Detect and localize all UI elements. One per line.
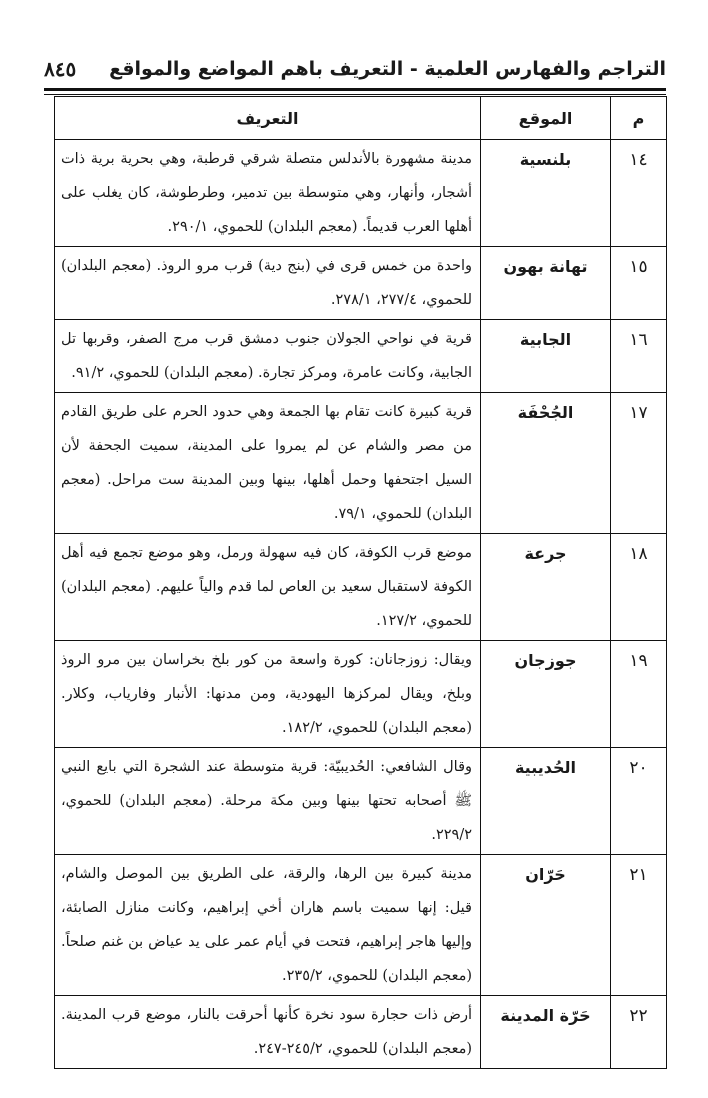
header-rule <box>44 88 666 95</box>
row-num: ١٦ <box>611 320 667 393</box>
row-site: حَرّان <box>481 855 611 996</box>
row-num: ٢٢ <box>611 996 667 1069</box>
running-title: التراجم والفهارس العلمية - التعريف باهم المواضع والمواقع <box>109 58 666 80</box>
row-site: جوزجان <box>481 641 611 748</box>
row-definition: قرية في نواحي الجولان جنوب دمشق قرب مرج الصفر، وقربها تل الجابية، وكانت عامرة، ومركز تجارة. (معجم البلدان) للحموي، ٩١/٢. <box>55 320 481 393</box>
table-header-row <box>55 97 667 140</box>
column-header-site: الموقع <box>481 97 611 140</box>
table-row <box>55 140 667 247</box>
row-num: ٢٠ <box>611 748 667 855</box>
row-num: ١٨ <box>611 534 667 641</box>
table-row <box>55 320 667 393</box>
row-definition: موضع قرب الكوفة، كان فيه سهولة ورمل، وهو موضع تجمع فيه أهل الكوفة لاستقبال سعيد بن العاص لما قدم والياً عليهم. (معجم البلدان) للحموي، ١٢٧/٢. <box>55 534 481 641</box>
row-site: تهانة بهون <box>481 247 611 320</box>
row-num: ١٧ <box>611 393 667 534</box>
column-header-definition: التعريف <box>55 97 481 140</box>
row-site: حَرّة المدينة <box>481 996 611 1069</box>
row-definition: مدينة كبيرة بين الرها، والرقة، على الطريق بين الموصل والشام، قيل: إنها سميت باسم هاران أخي إبراهيم، وكانت منازل الصابئة، وإليها هاجر إبراهيم، فتحت في أيام عمر على يد عياض بن غنم صلحاً. (معجم البلدان) للحموي، ٢٣٥/٢. <box>55 855 481 996</box>
row-site: الحُديبية <box>481 748 611 855</box>
table-row <box>55 534 667 641</box>
table-row <box>55 748 667 855</box>
table-row <box>55 641 667 748</box>
table-row <box>55 855 667 996</box>
row-num: ١٥ <box>611 247 667 320</box>
row-definition: قرية كبيرة كانت تقام بها الجمعة وهي حدود الحرم على طريق القادم من مصر والشام عن لم يمروا على المدينة، سميت الجحفة لأن السيل اجتحفها وحمل أهلها، بينها وبين المدينة ست مراحل. (معجم البلدان) للحموي، ٧٩/١. <box>55 393 481 534</box>
row-site: الجُحْفَة <box>481 393 611 534</box>
table-row <box>55 996 667 1069</box>
row-definition: واحدة من خمس قرى في (بنج دية) قرب مرو الروذ. (معجم البلدان) للحموي، ٢٧٧/٤، ٢٧٨/١. <box>55 247 481 320</box>
row-num: ٢١ <box>611 855 667 996</box>
page-header <box>44 52 666 86</box>
row-definition: وقال الشافعي: الحُديبيّة: قرية متوسطة عند الشجرة التي بايع النبي ﷺ أصحابه تحتها بينها وبين مكة مرحلة. (معجم البلدان) للحموي، ٢٢٩/٢. <box>55 748 481 855</box>
row-site: الجابية <box>481 320 611 393</box>
table-row <box>55 247 667 320</box>
row-definition: مدينة مشهورة بالأندلس متصلة شرقي قرطبة، وهي بحرية برية ذات أشجار، وأنهار، وهي متوسطة بين تدمير، وطرطوشة، كان يغلب على أهلها العرب قديماً. (معجم البلدان) للحموي، ٢٩٠/١. <box>55 140 481 247</box>
row-definition: أرض ذات حجارة سود نخرة كأنها أحرقت بالنار، موضع قرب المدينة. (معجم البلدان) للحموي، ٢٤٥/٢-٢٤٧. <box>55 996 481 1069</box>
table-row <box>55 393 667 534</box>
row-definition: ويقال: زوزجانان: كورة واسعة من كور بلخ بخراسان بين مرو الروذ وبلخ، ويقال لمركزها اليهودية، ومن مدنها: الأنبار وفارياب، وكلار. (معجم البلدان) للحموي، ١٨٢/٢. <box>55 641 481 748</box>
row-num: ١٤ <box>611 140 667 247</box>
row-num: ١٩ <box>611 641 667 748</box>
column-header-num: م <box>611 97 667 140</box>
definitions-table <box>54 96 667 1069</box>
page-number: ٨٤٥ <box>44 57 77 81</box>
row-site: جرعة <box>481 534 611 641</box>
row-site: بلنسية <box>481 140 611 247</box>
